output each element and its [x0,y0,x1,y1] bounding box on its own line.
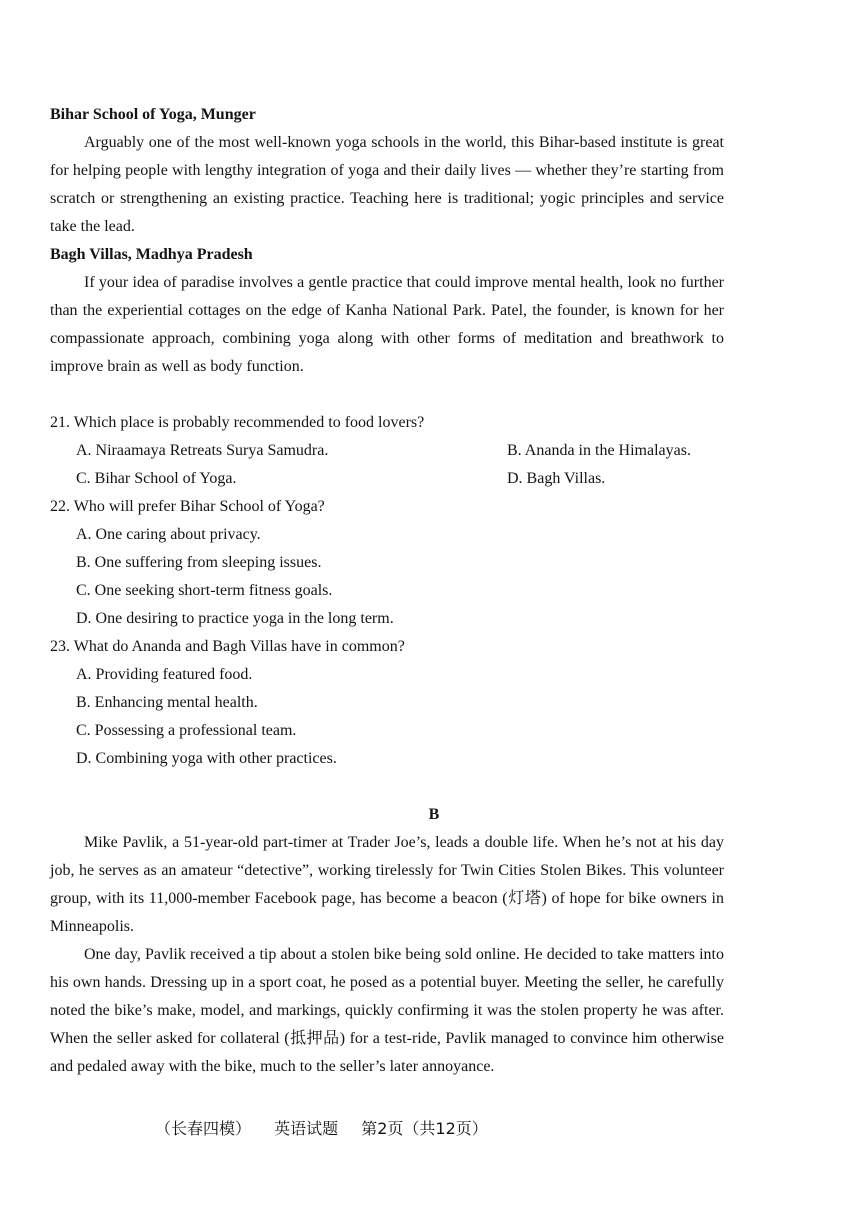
passage-b [50,829,724,1081]
question-23-option-d: D. Combining yoga with other practices. [76,750,337,767]
footer-subject: 英语试题 [274,1119,339,1138]
question-22-option-b: B. One suffering from sleeping issues. [76,554,322,571]
section-b-label: B [428,806,440,823]
footer-page-number: 第2页（共12页） [361,1119,488,1138]
page-footer [155,1115,502,1143]
question-21-option-c: C. Bihar School of Yoga. [76,470,237,487]
passage-bagh [50,241,724,381]
passage-bihar [50,101,724,241]
heading-bihar: Bihar School of Yoga, Munger [50,106,256,123]
question-23-option-c: C. Possessing a professional team. [76,722,297,739]
paragraph-bihar: Arguably one of the most well-known yoga schools in the world, this Bihar-based institute is great for helping people with lengthy integration of yoga and their daily lives — whether they’re starting from scratch or strengthening an existing practice. Teaching here is traditional; yogic principles and service take the lead. [50,134,724,235]
question-21-stem: 21. Which place is probably recommended to food lovers? [50,414,425,431]
heading-bagh: Bagh Villas, Madhya Pradesh [50,246,253,263]
question-23-stem: 23. What do Ananda and Bagh Villas have in common? [50,638,405,655]
question-22-option-a: A. One caring about privacy. [76,526,261,543]
paragraph-bagh: If your idea of paradise involves a gentle practice that could improve mental health, look no further than the experiential cottages on the edge of Kanha National Park. Patel, the founder, is known for her compassionate approach, combining yoga along with other forms of meditation and breathwork to improve brain as well as body function. [50,274,724,375]
question-22-option-c: C. One seeking short-term fitness goals. [76,582,333,599]
passage-b-paragraph-2: One day, Pavlik received a tip about a stolen bike being sold online. He decided to take matters into his own hands. Dressing up in a sport coat, he posed as a potential buyer. Meeting the seller, he carefully noted the bike’s make, model, and markings, quickly confirming it was the stolen property he was after. When the seller asked for collateral (抵押品) for a test-ride, Pavlik managed to convince him otherwise and pedaled away with the bike, much to the seller’s later annoyance. [50,946,724,1075]
question-22-option-d: D. One desiring to practice yoga in the long term. [76,610,394,627]
question-22-stem: 22. Who will prefer Bihar School of Yoga? [50,498,325,515]
question-21-option-b: B. Ananda in the Himalayas. [507,442,691,459]
footer-exam-name: （长春四模） [155,1119,252,1138]
question-21-option-a: A. Niraamaya Retreats Surya Samudra. [76,442,329,459]
question-23-option-a: A. Providing featured food. [76,666,253,683]
passage-b-paragraph-1: Mike Pavlik, a 51-year-old part-timer at Trader Joe’s, leads a double life. When he’s not at his day job, he serves as an amateur “detective”, working tirelessly for Twin Cities Stolen Bikes. This volunteer group, with its 11,000-member Facebook page, has become a beacon (灯塔) of hope for bike owners in Minneapolis. [50,834,724,935]
question-23-option-b: B. Enhancing mental health. [76,694,258,711]
question-21-option-d: D. Bagh Villas. [507,470,606,487]
